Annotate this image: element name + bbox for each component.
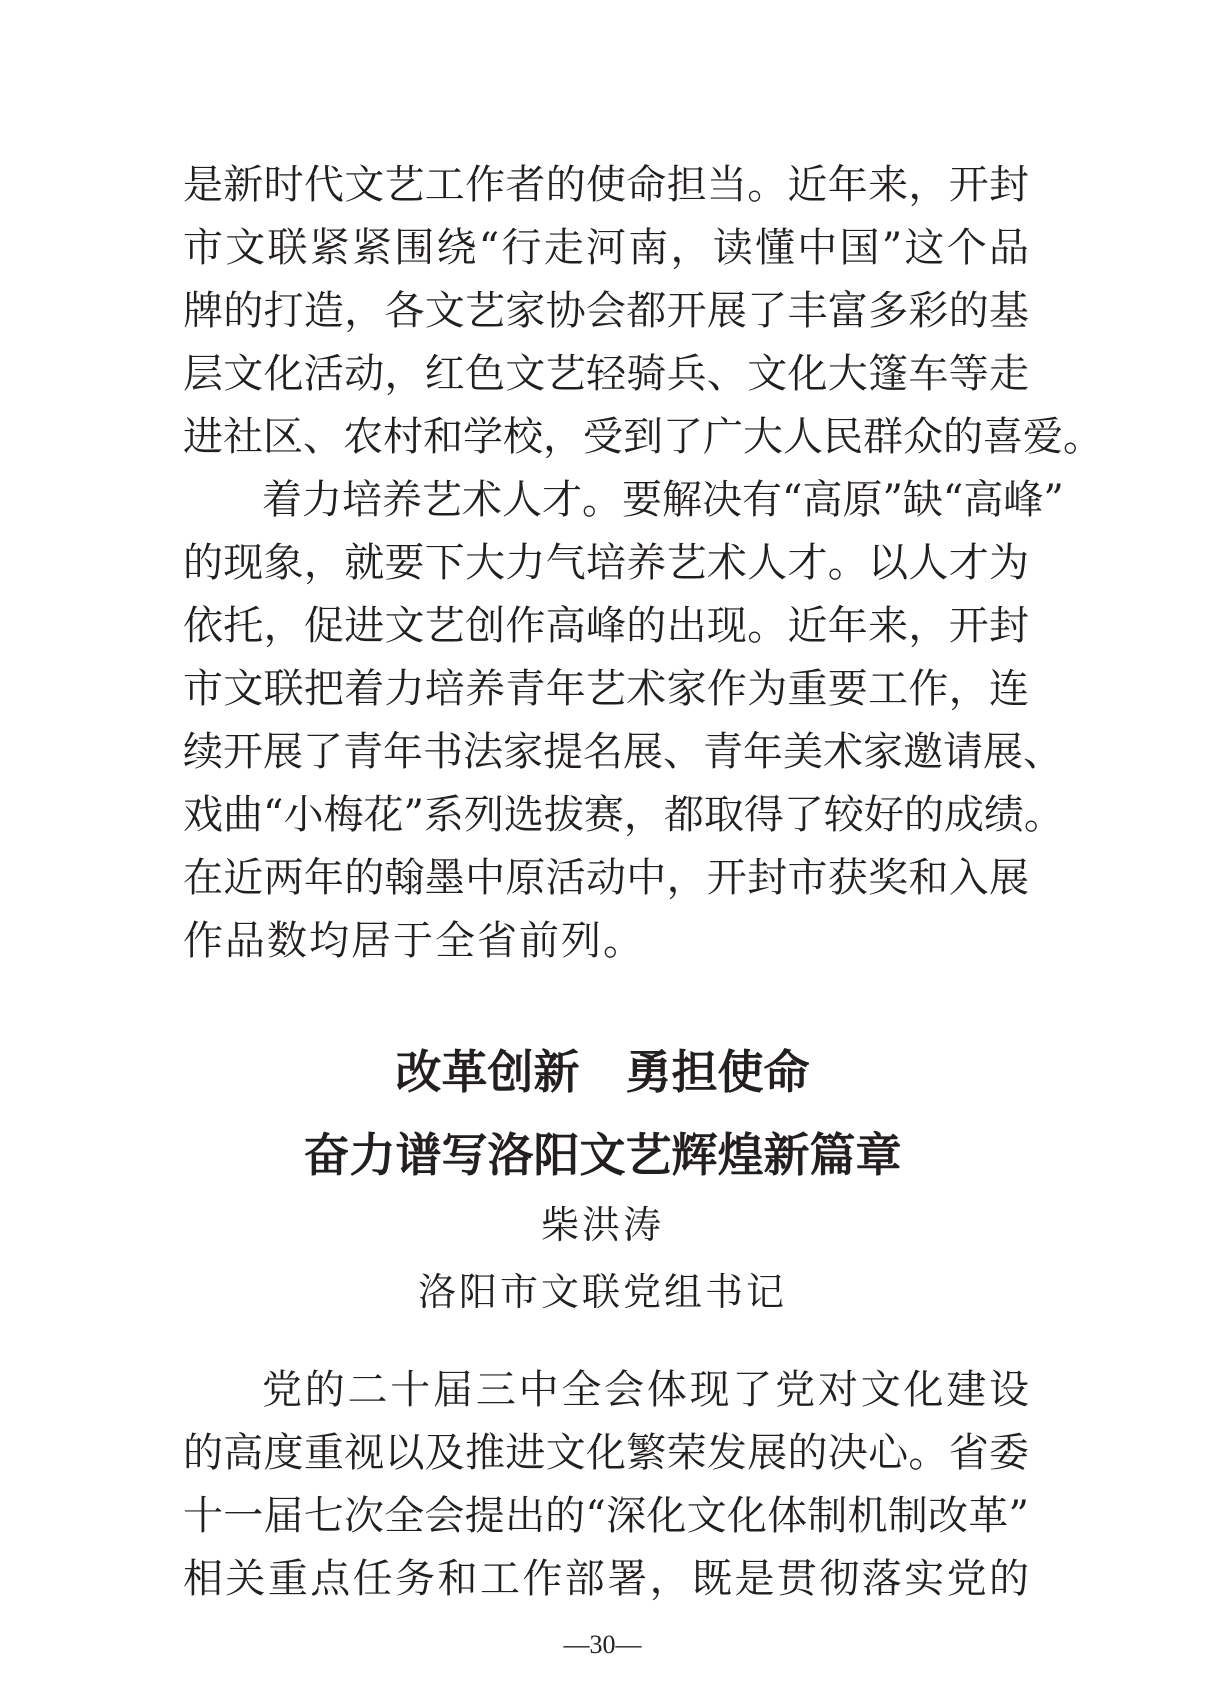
paragraph-line: 依托，促进文艺创作高峰的出现。近年来，开封	[183, 603, 1029, 649]
paragraph-line: 是新时代文艺工作者的使命担当。近年来，开封	[183, 162, 1029, 208]
paragraph-line: 着力培养艺术人才。要解决有“高原”缺“高峰”	[262, 477, 1064, 523]
paragraph-line: 作品数均居于全省前列。	[183, 918, 645, 964]
paragraph-line: 的现象，就要下大力气培养艺术人才。以人才为	[183, 540, 1029, 586]
article-paragraph-line: 十一届七次全会提出的“深化文化体制机制改革”	[183, 1493, 1029, 1539]
article-title-line1: 改革创新 勇担使命	[395, 1045, 810, 1099]
article-author: 柴洪涛	[540, 1203, 664, 1247]
paragraph-line: 市文联紧紧围绕“行走河南，读懂中国”这个品	[183, 225, 1029, 271]
article-paragraph-line: 党的二十届三中全会体现了党对文化建设	[262, 1367, 1029, 1413]
paragraph-line: 进社区、农村和学校，受到了广大人民群众的喜爱。	[183, 414, 1103, 460]
paragraph-line: 层文化活动，红色文艺轻骑兵、文化大篷车等走	[183, 351, 1029, 397]
article-paragraph-line: 相关重点任务和工作部署，既是贯彻落实党的	[183, 1556, 1029, 1602]
paragraph-line: 戏曲“小梅花”系列选拔赛，都取得了较好的成绩。	[183, 792, 1064, 838]
paragraph-line: 续开展了青年书法家提名展、青年美术家邀请展、	[183, 729, 1063, 775]
paragraph-line: 市文联把着力培养青年艺术家作为重要工作，连	[183, 666, 1029, 712]
page-number: —30—	[563, 1630, 642, 1659]
paragraph-line: 牌的打造，各文艺家协会都开展了丰富多彩的基	[183, 288, 1029, 334]
paragraph-line: 在近两年的翰墨中原活动中，开封市获奖和入展	[183, 855, 1029, 901]
article-title-line2: 奋力谱写洛阳文艺辉煌新篇章	[303, 1128, 902, 1182]
article-author-title: 洛阳市文联党组书记	[417, 1270, 787, 1314]
article-paragraph-line: 的高度重视以及推进文化繁荣发展的决心。省委	[183, 1430, 1029, 1476]
